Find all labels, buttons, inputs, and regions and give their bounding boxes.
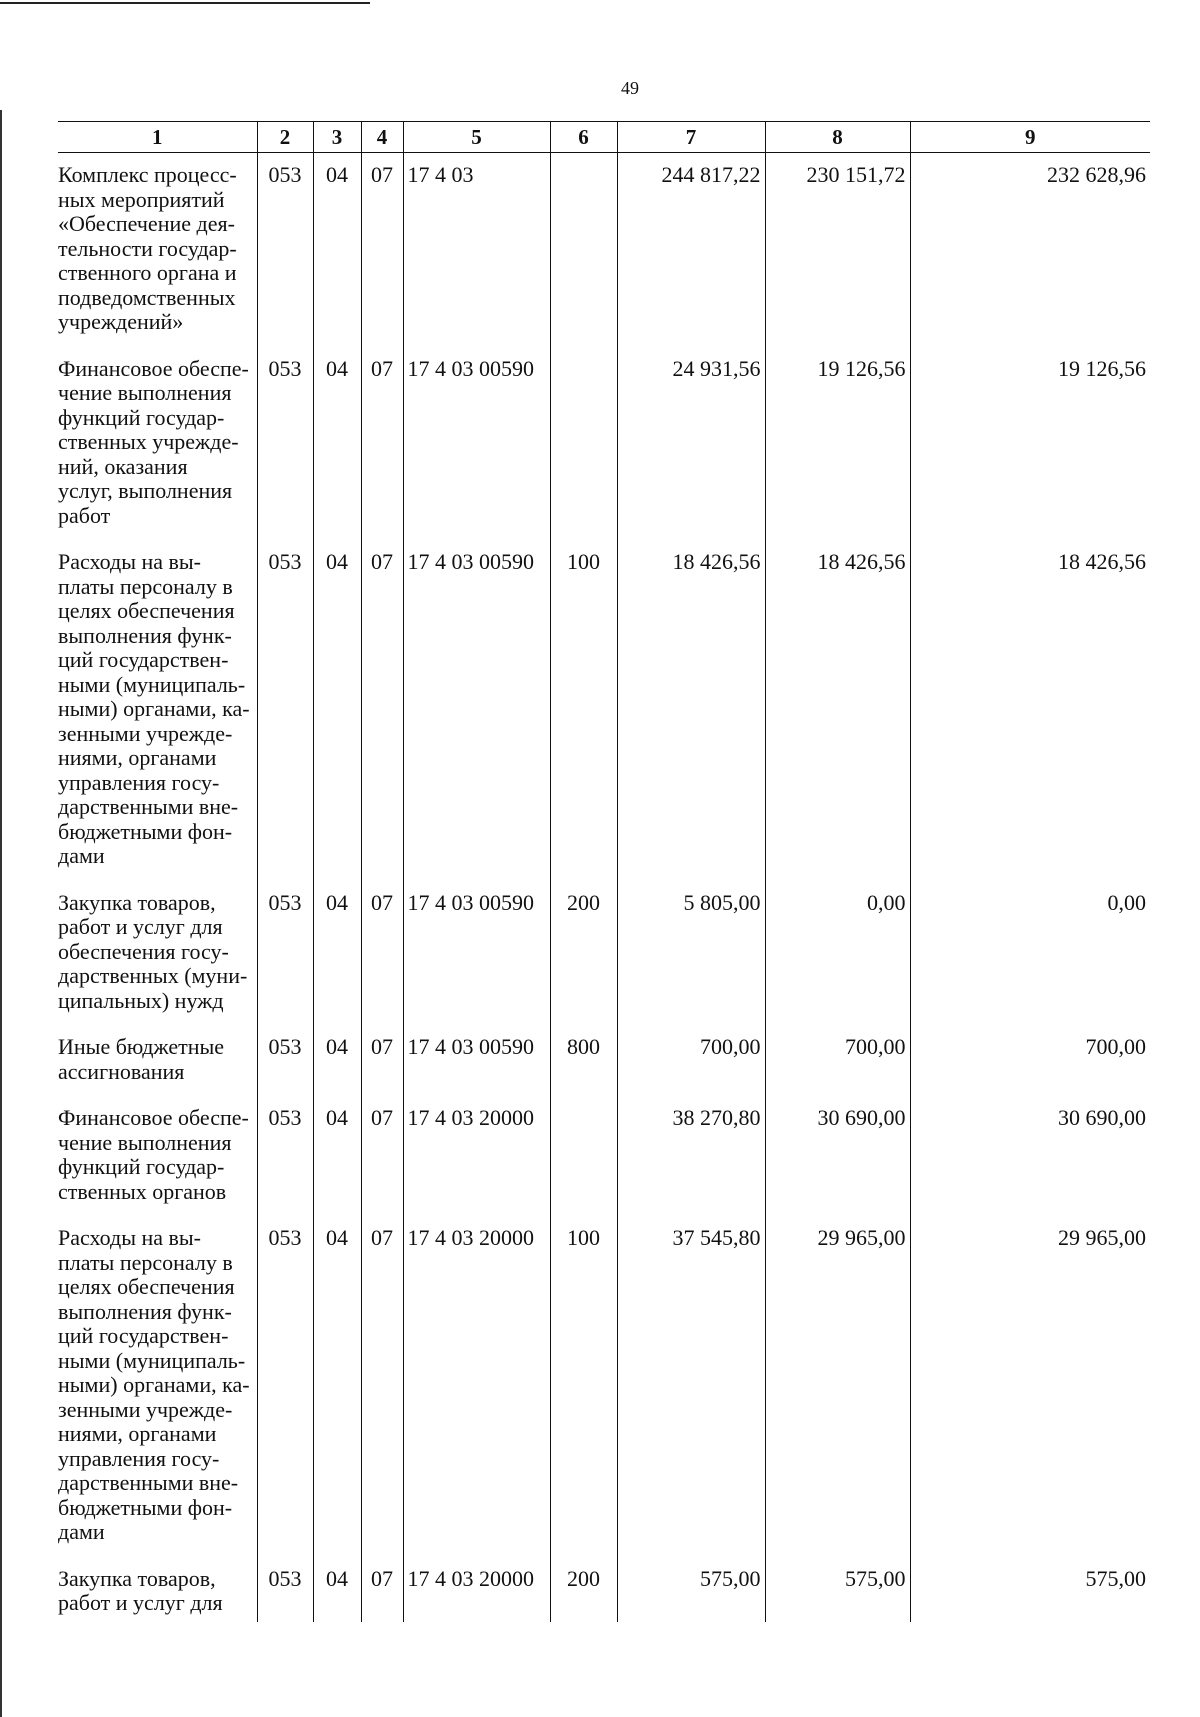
cell-amount-col7: 5 805,00 (617, 881, 765, 1026)
cell-subsection: 07 (361, 1096, 403, 1216)
cell-subsection: 07 (361, 1216, 403, 1557)
cell-target-article: 17 4 03 00590 (403, 1025, 550, 1096)
table-row (58, 881, 1150, 1026)
cell-amount-col7: 37 545,80 (617, 1216, 765, 1557)
cell-subsection: 07 (361, 881, 403, 1026)
budget-table (58, 121, 1150, 1622)
cell-target-article: 17 4 03 (403, 153, 550, 347)
cell-expense-type (550, 1096, 617, 1216)
cell-section: 04 (313, 153, 361, 347)
header-col-7: 7 (617, 122, 765, 153)
row-name: Расходы на вы- платы персоналу в целях обеспечения выполнения функ- ций государствен- ными (муниципаль- ными) органами, ка- зенными учрежде- ниями, органами управления госу- дарственными вне- бюджетными фон- дами (58, 549, 250, 868)
cell-section: 04 (313, 347, 361, 541)
row-name: Финансовое обеспе- чение выполнения функций государ- ственных органов (58, 1105, 249, 1204)
cell-amount-col7: 24 931,56 (617, 347, 765, 541)
cell-section: 04 (313, 1216, 361, 1557)
cell-expense-type: 100 (550, 1216, 617, 1557)
cell-amount-col7: 38 270,80 (617, 1096, 765, 1216)
cell-subsection: 07 (361, 1025, 403, 1096)
cell-subsection: 07 (361, 347, 403, 541)
cell-section: 04 (313, 1025, 361, 1096)
header-col-2: 2 (257, 122, 313, 153)
cell-target-article: 17 4 03 00590 (403, 881, 550, 1026)
page-number: 49 (621, 78, 639, 98)
header-col-5: 5 (403, 122, 550, 153)
cell-expense-type (550, 347, 617, 541)
cell-amount-col8: 575,00 (765, 1557, 910, 1622)
cell-section: 04 (313, 1096, 361, 1216)
table-row (58, 1096, 1150, 1216)
table-row (58, 1216, 1150, 1557)
table-row (58, 1557, 1150, 1622)
cell-amount-col8: 18 426,56 (765, 540, 910, 881)
row-name: Комплекс процесс- ных мероприятий «Обеспечение дея- тельности государ- ственного органа и подведомственных учреждений» (58, 162, 237, 334)
cell-expense-type (550, 153, 617, 347)
table-row (58, 153, 1150, 347)
row-name: Закупка товаров, работ и услуг для (58, 1565, 223, 1615)
cell-amount-col9: 30 690,00 (910, 1096, 1150, 1216)
header-col-3: 3 (313, 122, 361, 153)
header-col-6: 6 (550, 122, 617, 153)
cell-expense-type: 200 (550, 1557, 617, 1622)
cell-subsection: 07 (361, 540, 403, 881)
table-row (58, 1025, 1150, 1096)
cell-subsection: 07 (361, 1557, 403, 1622)
cell-admin-code: 053 (257, 540, 313, 881)
cell-admin-code: 053 (257, 153, 313, 347)
cell-expense-type: 100 (550, 540, 617, 881)
header-col-4: 4 (361, 122, 403, 153)
cell-section: 04 (313, 540, 361, 881)
header-row (58, 122, 1150, 153)
header-col-9: 9 (910, 122, 1150, 153)
cell-expense-type: 800 (550, 1025, 617, 1096)
cell-amount-col7: 700,00 (617, 1025, 765, 1096)
cell-subsection: 07 (361, 153, 403, 347)
cell-amount-col9: 232 628,96 (910, 153, 1150, 347)
table-row (58, 347, 1150, 541)
cell-amount-col9: 29 965,00 (910, 1216, 1150, 1557)
cell-amount-col8: 29 965,00 (765, 1216, 910, 1557)
table-row (58, 540, 1150, 881)
cell-admin-code: 053 (257, 347, 313, 541)
cell-amount-col8: 0,00 (765, 881, 910, 1026)
cell-target-article: 17 4 03 20000 (403, 1096, 550, 1216)
header-col-8: 8 (765, 122, 910, 153)
table-body (58, 153, 1150, 1622)
cell-amount-col9: 700,00 (910, 1025, 1150, 1096)
cell-section: 04 (313, 881, 361, 1026)
cell-admin-code: 053 (257, 1557, 313, 1622)
cell-amount-col8: 700,00 (765, 1025, 910, 1096)
cell-target-article: 17 4 03 00590 (403, 347, 550, 541)
cell-target-article: 17 4 03 20000 (403, 1216, 550, 1557)
cell-expense-type: 200 (550, 881, 617, 1026)
header-col-1: 1 (58, 122, 257, 153)
cell-amount-col9: 18 426,56 (910, 540, 1150, 881)
cell-amount-col8: 19 126,56 (765, 347, 910, 541)
row-name: Закупка товаров, работ и услуг для обеспечения госу- дарственных (муни- ципальных) нужд (58, 889, 248, 1013)
scan-left-edge (0, 110, 2, 1717)
cell-amount-col8: 30 690,00 (765, 1096, 910, 1216)
cell-amount-col7: 18 426,56 (617, 540, 765, 881)
cell-admin-code: 053 (257, 1096, 313, 1216)
cell-admin-code: 053 (257, 1025, 313, 1096)
cell-section: 04 (313, 1557, 361, 1622)
cell-amount-col7: 244 817,22 (617, 153, 765, 347)
row-name: Иные бюджетные ассигнования (58, 1034, 225, 1084)
cell-target-article: 17 4 03 00590 (403, 540, 550, 881)
cell-amount-col9: 19 126,56 (910, 347, 1150, 541)
cell-amount-col9: 0,00 (910, 881, 1150, 1026)
cell-amount-col8: 230 151,72 (765, 153, 910, 347)
cell-admin-code: 053 (257, 1216, 313, 1557)
cell-amount-col9: 575,00 (910, 1557, 1150, 1622)
row-name: Расходы на вы- платы персоналу в целях обеспечения выполнения функ- ций государствен- ными (муниципаль- ными) органами, ка- зенными учрежде- ниями, органами управления госу- дарственными вне- бюджетными фон- дами (58, 1225, 250, 1544)
cell-amount-col7: 575,00 (617, 1557, 765, 1622)
row-name: Финансовое обеспе- чение выполнения функций государ- ственных учрежде- ний, оказания услуг, выполнения работ (58, 355, 249, 528)
cell-target-article: 17 4 03 20000 (403, 1557, 550, 1622)
cell-admin-code: 053 (257, 881, 313, 1026)
scan-top-rule (0, 2, 370, 4)
